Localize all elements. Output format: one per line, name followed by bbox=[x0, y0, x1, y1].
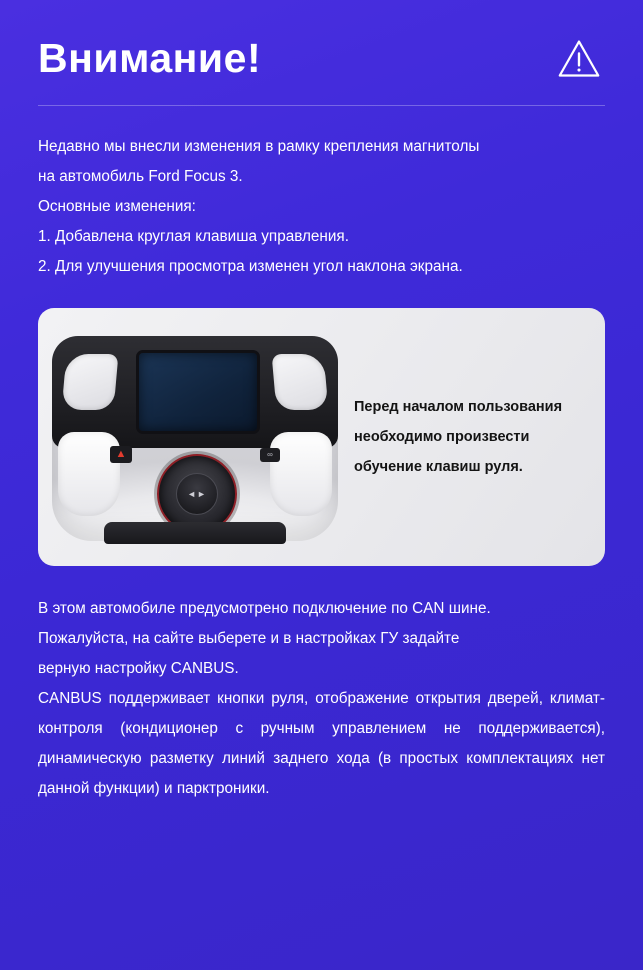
page-title: Внимание! bbox=[38, 35, 262, 81]
aux-button-icon: ∞ bbox=[260, 448, 280, 462]
warning-triangle-icon bbox=[557, 37, 601, 81]
intro-text bbox=[38, 132, 605, 282]
header-divider bbox=[38, 105, 605, 106]
air-vent-right-icon bbox=[272, 354, 329, 410]
frame-side-left bbox=[58, 432, 120, 516]
air-vent-left-icon bbox=[62, 354, 119, 410]
illustration-card bbox=[38, 308, 605, 566]
knob-inner-label: ◄► bbox=[176, 473, 218, 515]
intro-line-1: Недавно мы внесли изменения в рамку крепления магнитолы bbox=[38, 138, 480, 156]
body-line-3: верную настройку CANBUS. bbox=[38, 660, 239, 678]
car-dashboard-illustration bbox=[52, 336, 338, 541]
dashboard-photo bbox=[38, 308, 348, 566]
intro-line-5: 2. Для улучшения просмотра изменен угол наклона экрана. bbox=[38, 258, 463, 276]
intro-line-3: Основные изменения: bbox=[38, 198, 196, 216]
frame-side-right bbox=[270, 432, 332, 516]
page-header bbox=[38, 0, 605, 91]
dashboard-lower-panel bbox=[104, 522, 286, 544]
body-line-1: В этом автомобиле предусмотрено подключение по CAN шине. bbox=[38, 600, 491, 618]
hazard-button-icon bbox=[110, 446, 132, 463]
card-note-line-2: необходимо произвести bbox=[354, 429, 530, 446]
card-note-line-1: Перед началом пользования bbox=[354, 399, 563, 416]
hazard-glyph: ▲ bbox=[115, 448, 127, 461]
card-note bbox=[348, 392, 605, 482]
intro-line-4: 1. Добавлена круглая клавиша управления. bbox=[38, 228, 349, 246]
body-text bbox=[38, 594, 605, 804]
body-line-2: Пожалуйста, на сайте выберете и в настройках ГУ задайте bbox=[38, 630, 460, 648]
card-note-line-3: обучение клавиш руля. bbox=[354, 459, 523, 476]
head-unit-screen bbox=[136, 350, 260, 434]
intro-line-2: на автомобиль Ford Focus 3. bbox=[38, 168, 243, 186]
body-paragraph-2: CANBUS поддерживает кнопки руля, отображение открытия дверей, климат-контроля (кондиционер с ручным управлением не поддерживается), динамическую разметку линий заднего хода (в простых комплектациях нет данной функции) и парктроники. bbox=[38, 690, 605, 798]
